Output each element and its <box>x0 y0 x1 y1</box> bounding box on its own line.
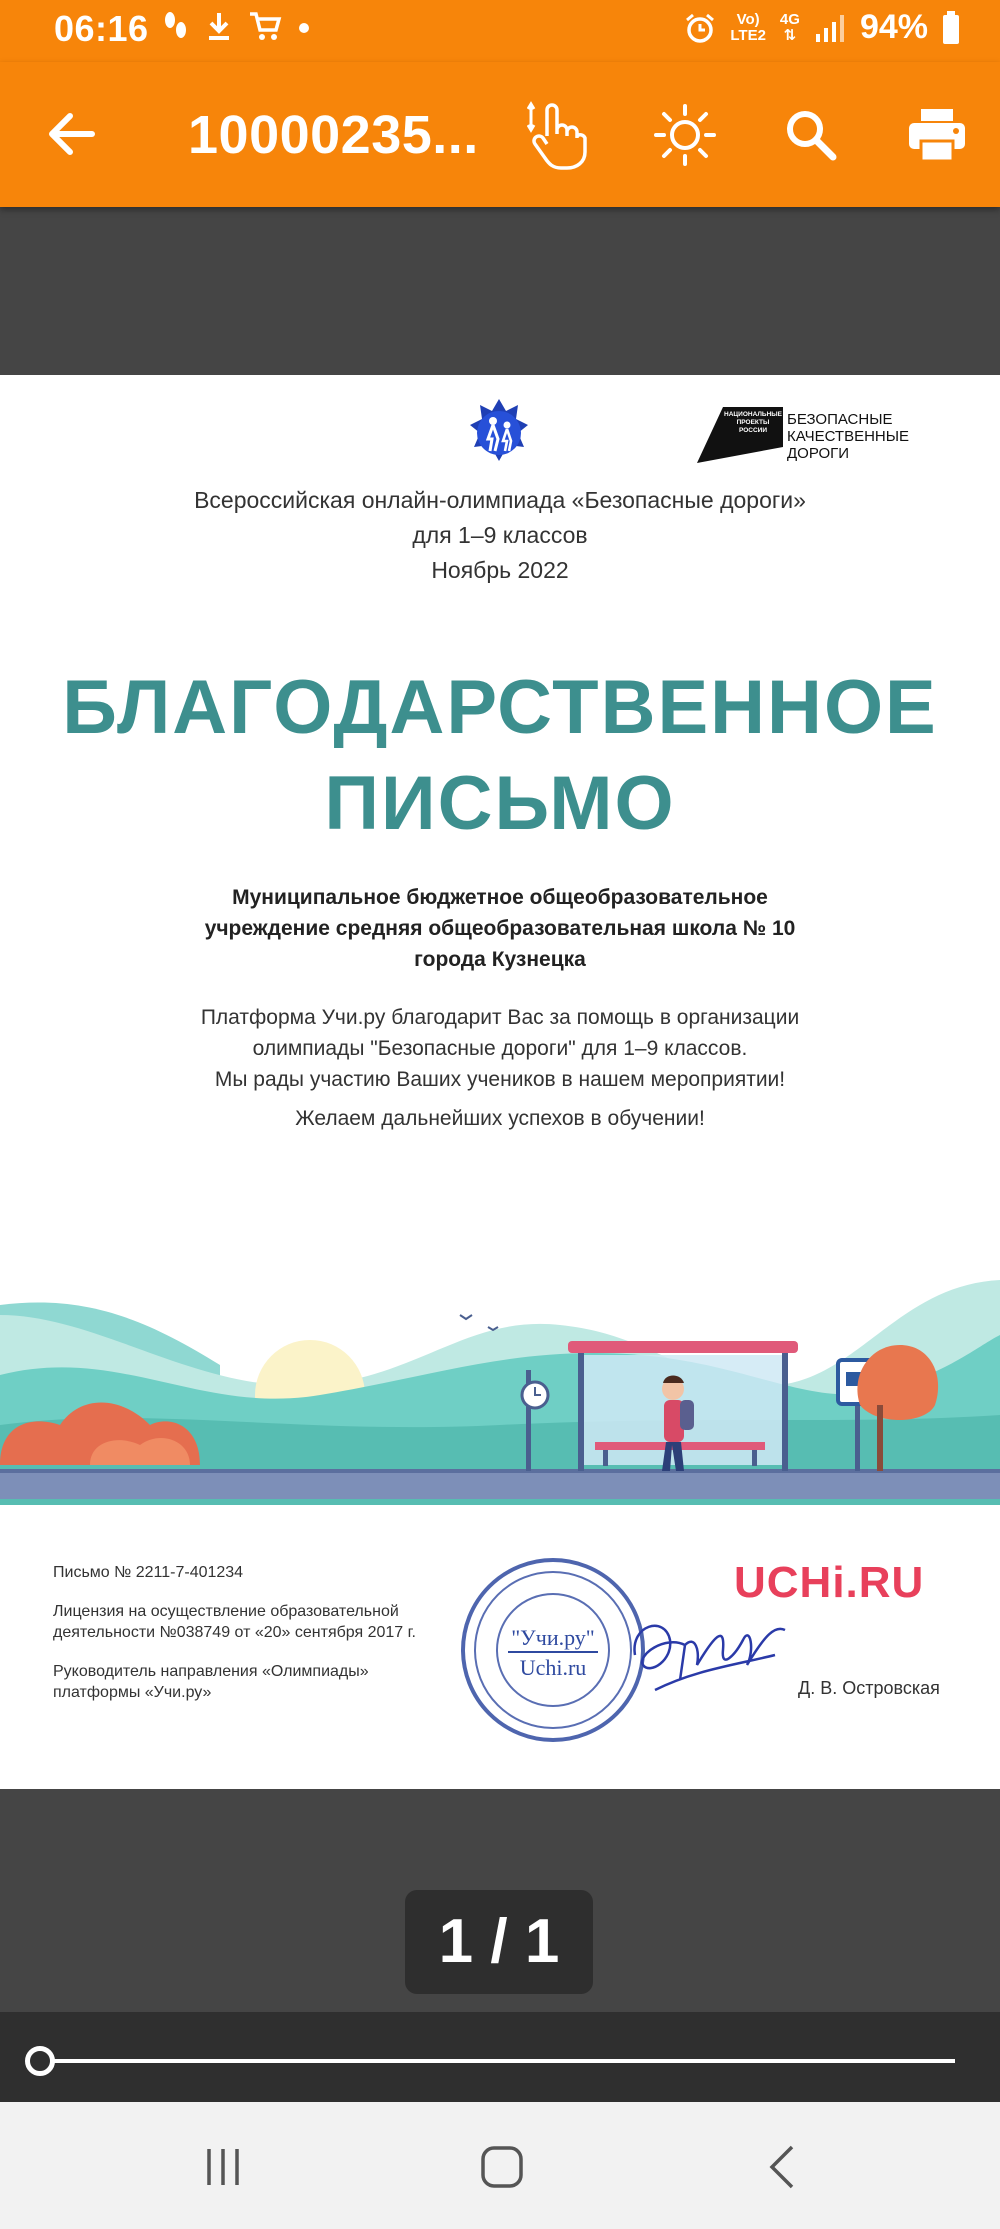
back-arrow-icon <box>44 106 100 162</box>
touch-mode-button[interactable] <box>524 100 594 170</box>
partner-logo: НАЦИОНАЛЬНЫЕ ПРОЕКТЫ РОССИИ БЕЗОПАСНЫЕ КАЧЕСТВЕННЫЕ ДОРОГИ <box>697 407 967 463</box>
steps-icon <box>160 10 190 42</box>
network-type: 4G ⇅ <box>779 10 800 44</box>
volte-indicator: Vo) LTE2 <box>730 10 766 44</box>
wish-text: Желаем дальнейших успехов в обучении! <box>295 1107 705 1130</box>
system-nav-bar <box>0 2102 1000 2229</box>
search-icon <box>783 107 839 163</box>
page-counter: 1 / 1 <box>405 1890 593 1994</box>
brightness-button[interactable] <box>650 100 720 170</box>
touch-icon <box>527 100 591 170</box>
print-button[interactable] <box>902 100 972 170</box>
app-toolbar <box>0 62 1000 207</box>
print-icon <box>907 107 967 163</box>
document-title: 10000235... <box>188 105 479 165</box>
status-bar <box>0 0 1000 62</box>
back-icon <box>764 2145 800 2189</box>
olympiad-info: Всероссийская онлайн-олимпиада «Безопасные дороги» для 1–9 классов Ноябрь 2022 <box>194 487 806 583</box>
battery-icon <box>942 11 960 45</box>
road-safety-logo <box>468 397 530 463</box>
thanks-text: Платформа Учи.ру благодарит Вас за помощь в организации олимпиады "Безопасные дороги" для 1–9 классов. Мы рады участию Ваших учеников в нашем мероприятии! <box>200 1006 800 1091</box>
signal-icon <box>814 12 846 44</box>
page-scrubber[interactable] <box>0 2012 1000 2102</box>
search-button[interactable] <box>776 100 846 170</box>
svg-text:Uchi.ru: Uchi.ru <box>519 1655 587 1680</box>
recipient-school: Муниципальное бюджетное общеобразовательное учреждение средняя общеобразовательная школа № 10 города Кузнецка <box>204 886 796 971</box>
recent-apps-button[interactable] <box>193 2142 253 2192</box>
signer-name: Д. В. Островская <box>798 1678 940 1698</box>
official-stamp <box>458 1555 648 1745</box>
signature <box>625 1595 795 1705</box>
cart-icon <box>248 10 282 42</box>
certificate-title: БЛАГОДАРСТВЕННОЕ ПИСЬМО <box>62 665 938 846</box>
status-right <box>684 8 960 47</box>
document-page <box>0 375 1000 1789</box>
bus-stop-illustration <box>0 1275 1000 1505</box>
battery-percent: 94% <box>859 8 928 46</box>
scrubber-track[interactable] <box>40 2059 955 2063</box>
download-icon <box>204 10 234 42</box>
notification-icons <box>160 10 312 42</box>
home-icon <box>480 2145 524 2189</box>
home-button[interactable] <box>472 2142 532 2192</box>
nav-back-button[interactable] <box>752 2142 812 2192</box>
alarm-icon <box>684 12 716 44</box>
back-button[interactable] <box>44 106 100 162</box>
status-time: 06:16 <box>54 8 149 49</box>
svg-text:"Учи.ру": "Учи.ру" <box>511 1625 595 1650</box>
scrubber-thumb[interactable] <box>25 2046 55 2076</box>
letter-details: Письмо № 2211-7-401234 Лицензия на осуществление образовательной деятельности №038749 от «20» сентября 2017 г. Руководитель направления «Олимпиады» платформы «Учи.ру» <box>53 1564 416 1701</box>
dot-icon <box>296 10 312 42</box>
uchi-logo: UCHi.RU <box>734 1558 925 1607</box>
brightness-icon <box>653 103 717 167</box>
recent-apps-icon <box>201 2147 245 2187</box>
